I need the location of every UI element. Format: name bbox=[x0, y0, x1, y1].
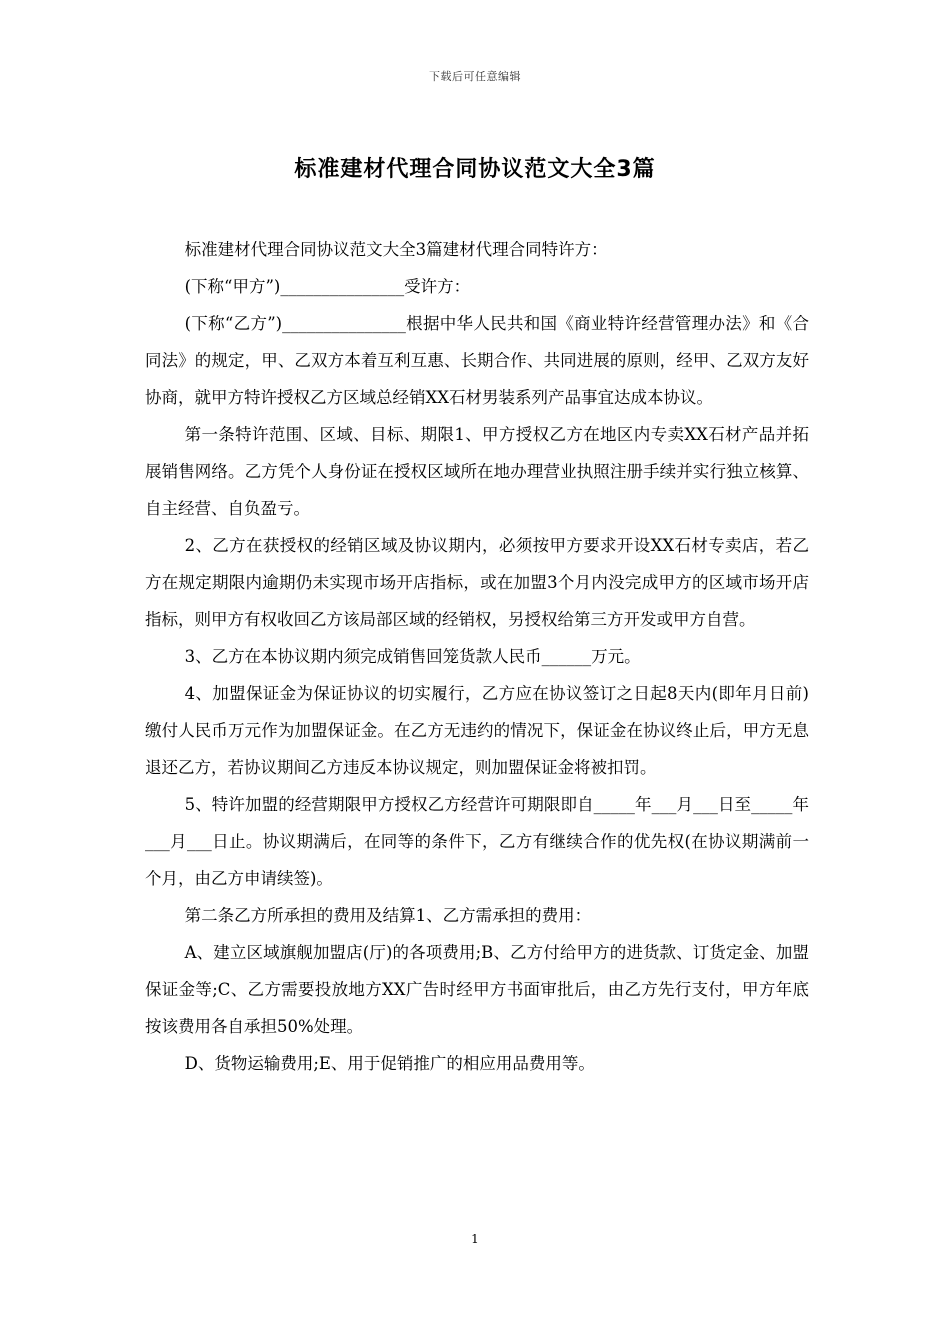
page-number: 1 bbox=[471, 1232, 479, 1246]
paragraph: 4、加盟保证金为保证协议的切实履行，乙方应在协议签订之日起8天内(即年月日前)缴付人民币万元作为加盟保证金。在乙方无违约的情况下，保证金在协议终止后，甲方无息退还乙方，若协议期间乙方违反本协议规定，则加盟保证金将被扣罚。 bbox=[145, 684, 809, 777]
document-body bbox=[145, 231, 809, 1082]
paragraph: 3、乙方在本协议期内须完成销售回笼货款人民币______万元。 bbox=[184, 647, 641, 666]
paragraph: 2、乙方在获授权的经销区域及协议期内，必须按甲方要求开设XX石材专卖店，若乙方在规定期限内逾期仍未实现市场开店指标，或在加盟3个月内没完成甲方的区域市场开店指标，则甲方有权收回乙方该局部区域的经销权，另授权给第三方开发或甲方自营。 bbox=[145, 536, 809, 629]
paragraph: (下称“甲方”)_______________受许方： bbox=[184, 277, 471, 296]
paragraph: D、货物运输费用;E、用于促销推广的相应用品费用等。 bbox=[184, 1054, 595, 1073]
paragraph: A、建立区域旗舰加盟店(厅)的各项费用;B、乙方付给甲方的进货款、订货定金、加盟保证金等;C、乙方需要投放地方XX广告时经甲方书面审批后，由乙方先行支付，甲方年底按该费用各自承担50%处理。 bbox=[145, 943, 809, 1036]
paragraph: 第二条乙方所承担的费用及结算1、乙方需承担的费用： bbox=[184, 906, 592, 925]
paragraph: 标准建材代理合同协议范文大全3篇建材代理合同特许方： bbox=[184, 240, 608, 259]
paragraph: 第一条特许范围、区域、目标、期限1、甲方授权乙方在地区内专卖XX石材产品并拓展销售网络。乙方凭个人身份证在授权区域所在地办理营业执照注册手续并实行独立核算、自主经营、自负盈亏。 bbox=[145, 425, 809, 518]
paragraph: 5、特许加盟的经营期限甲方授权乙方经营许可期限即自_____年___月___日至_____年___月___日止。协议期满后，在同等的条件下，乙方有继续合作的优先权(在协议期满前一个月，由乙方申请续签)。 bbox=[145, 795, 809, 888]
document-title: 标准建材代理合同协议范文大全3篇 bbox=[294, 157, 656, 182]
page-header-note: 下载后可任意编辑 bbox=[429, 70, 521, 83]
paragraph: (下称“乙方”)_______________根据中华人民共和国《商业特许经营管理办法》和《合同法》的规定，甲、乙双方本着互利互惠、长期合作、共同进展的原则，经甲、乙双方友好协商，就甲方特许授权乙方区域总经销XX石材男装系列产品事宜达成本协议。 bbox=[145, 314, 809, 407]
